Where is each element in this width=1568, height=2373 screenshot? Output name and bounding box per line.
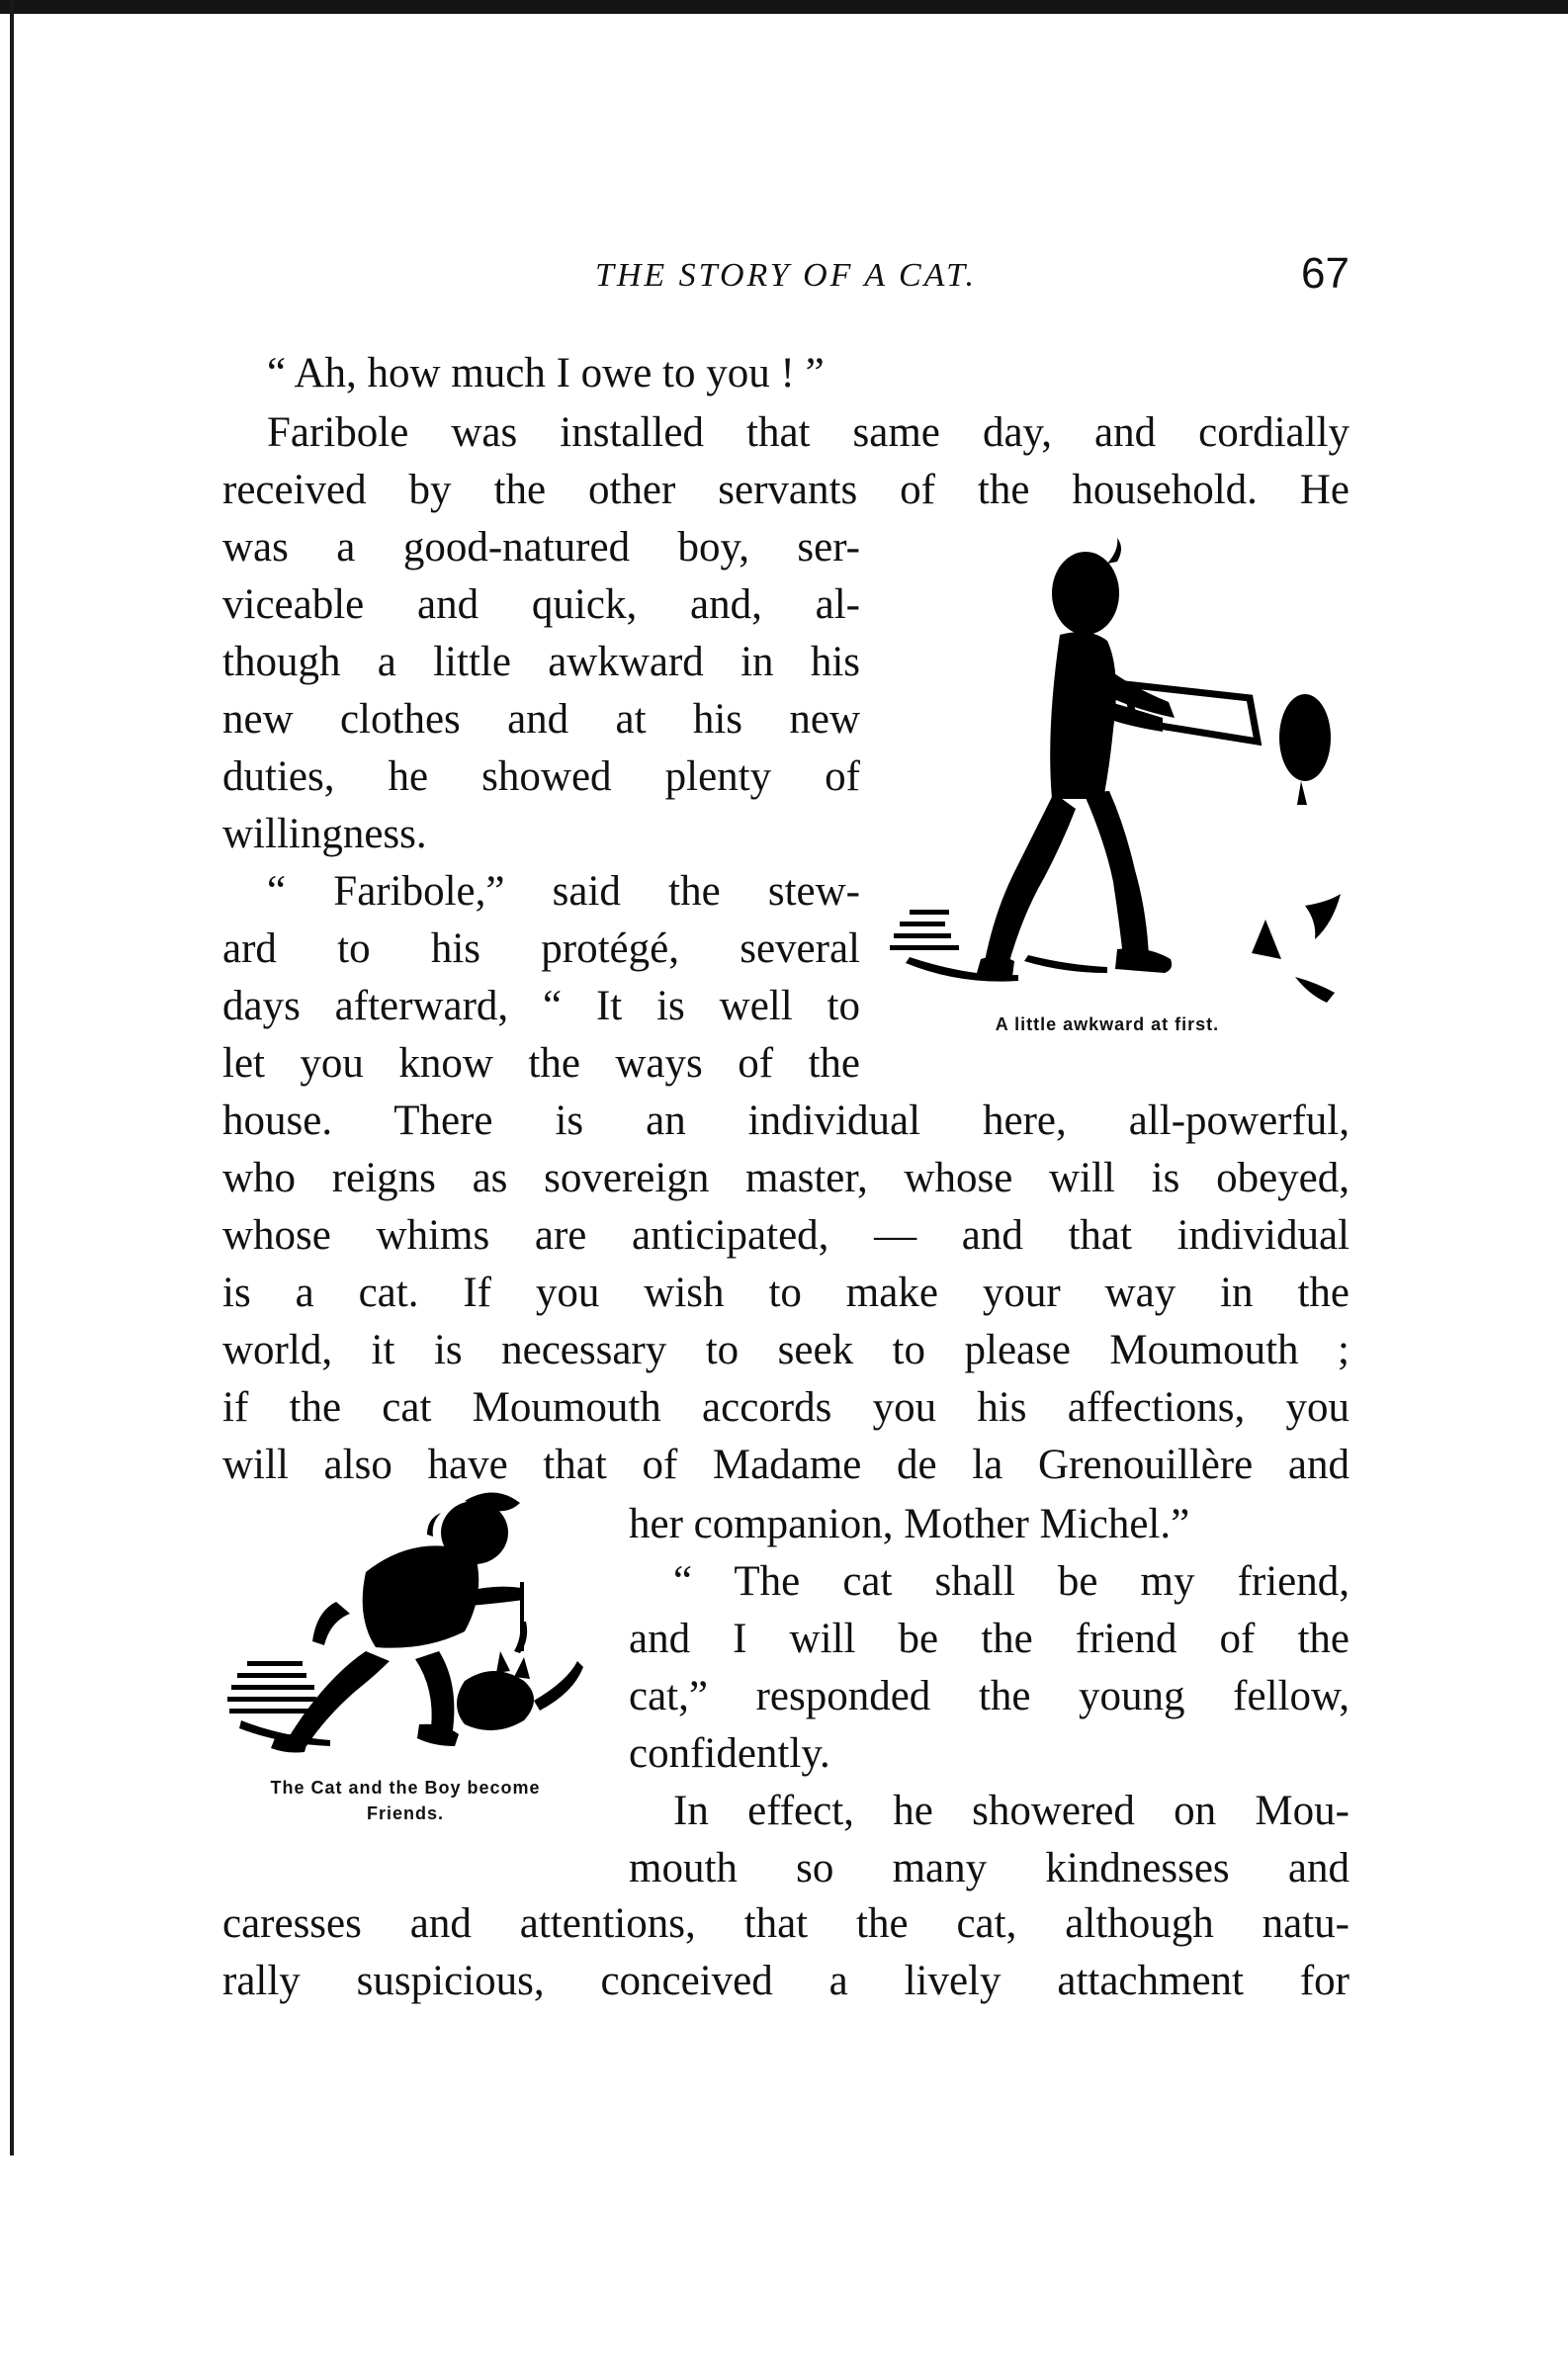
text-line: whose whims are anticipated, — and that individual (222, 1212, 1350, 1259)
figure-caption-line: The Cat and the Boy become (270, 1778, 541, 1798)
text-line: caresses and attentions, that the cat, although natu- (222, 1900, 1350, 1947)
text-line: ard to his protégé, several (222, 925, 860, 972)
text-line: Faribole was installed that same day, and cordially (267, 409, 1350, 456)
text-line: mouth so many kindnesses and (629, 1845, 1350, 1891)
figure-caption: A little awkward at first. (995, 1014, 1220, 1034)
text-line: is a cat. If you wish to make your way in the (222, 1270, 1350, 1316)
page-header (222, 249, 1350, 308)
boy-playing-with-cat-silhouette-icon (218, 1483, 613, 1770)
text-line: let you know the ways of the (222, 1040, 860, 1087)
text-line: though a little awkward in his (222, 639, 860, 685)
text-line: and I will be the friend of the (629, 1616, 1350, 1662)
running-title: THE STORY OF A CAT. (594, 257, 978, 294)
text-line: house. There is an individual here, all-powerful, (222, 1098, 1350, 1144)
text-line: will also have that of Madame de la Grenouillère and (222, 1442, 1350, 1488)
page-edge-left (10, 0, 14, 2155)
text-line: who reigns as sovereign master, whose will is obeyed, (222, 1155, 1350, 1201)
text-line: willingness. (222, 811, 427, 857)
text-line: new clothes and at his new (222, 696, 860, 743)
text-line: was a good-natured boy, ser- (222, 524, 860, 571)
text-line: world, it is necessary to seek to please Moumouth ; (222, 1327, 1350, 1373)
page-number: 67 (1301, 249, 1350, 298)
text-line: if the cat Moumouth accords you his affections, you (222, 1384, 1350, 1431)
text-line: received by the other servants of the household. He (222, 467, 1350, 513)
text-line: viceable and quick, and, al- (222, 581, 860, 628)
figure-boy-tray (870, 534, 1345, 1034)
figure-caption-line: Friends. (366, 1803, 444, 1823)
text-line: In effect, he showered on Mou- (673, 1788, 1350, 1834)
text-line: her companion, Mother Michel.” (629, 1501, 1190, 1547)
text-line: “ The cat shall be my friend, (673, 1558, 1350, 1605)
text-line: “ Ah, how much I owe to you ! ” (267, 350, 825, 396)
text-line: days afterward, “ It is well to (222, 983, 860, 1029)
page-edge-top (0, 0, 1568, 14)
figure-boy-cat (218, 1483, 613, 1859)
text-line: rally suspicious, conceived a lively attachment for (222, 1958, 1350, 2004)
text-line: “ Faribole,” said the stew- (267, 868, 860, 915)
text-line: duties, he showed plenty of (222, 753, 860, 800)
boy-carrying-tray-silhouette-icon (870, 534, 1345, 1028)
text-line: cat,” responded the young fellow, (629, 1673, 1350, 1719)
text-line: confidently. (629, 1730, 830, 1777)
